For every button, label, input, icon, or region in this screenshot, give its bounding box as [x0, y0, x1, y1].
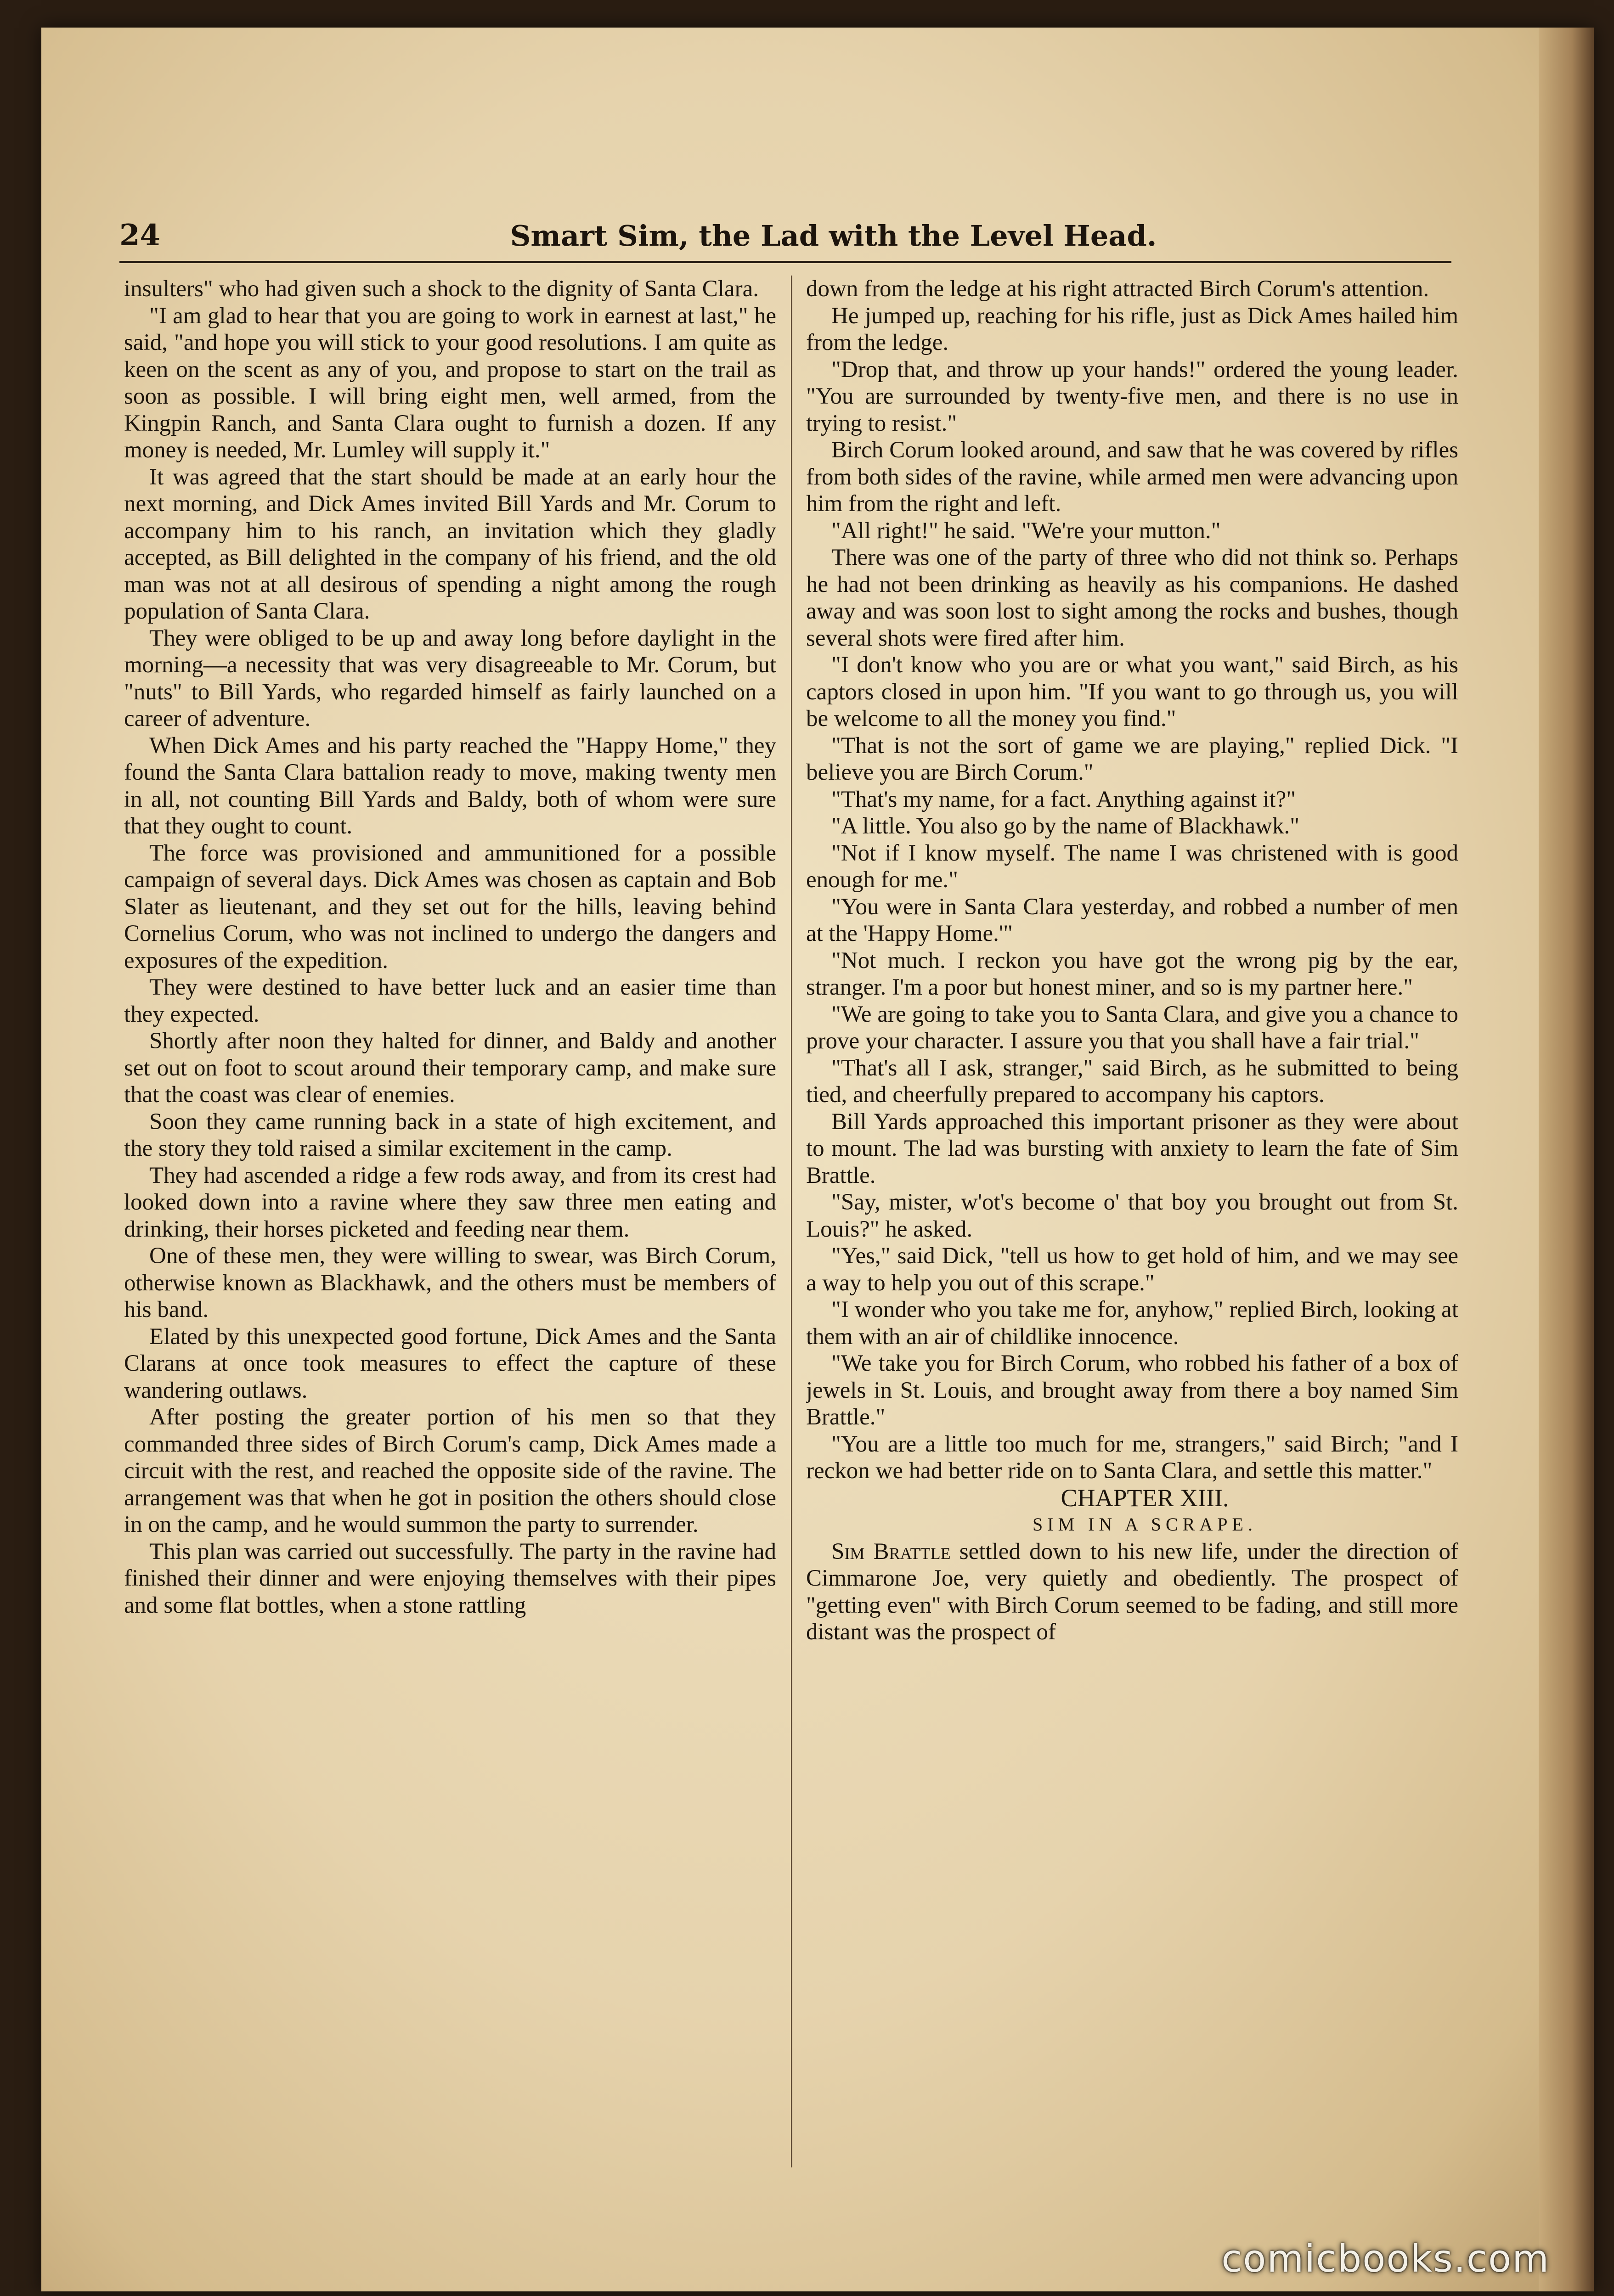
page-edge [1539, 28, 1594, 2291]
paragraph: "You are a little too much for me, strangers," said Birch; "and I reckon we had better ride on to Santa Clara, and settle this matter." [806, 1431, 1458, 1484]
running-title: Smart Sim, the Lad with the Level Head. [510, 219, 1157, 253]
paragraph: Elated by this unexpected good fortune, Dick Ames and the Santa Clarans at once took measures to effect the capture of these wandering outlaws. [124, 1323, 776, 1403]
paragraph: down from the ledge at his right attracted Birch Corum's attention. [806, 276, 1429, 302]
paragraph: "We are going to take you to Santa Clara, and give you a chance to prove your character. I assure you that you shall have a fair trial." [806, 1001, 1458, 1054]
paragraph: "Drop that, and throw up your hands!" ordered the young leader. "You are surrounded by twenty-five men, and there is no use in trying to resist." [806, 356, 1458, 436]
paragraph: "Not much. I reckon you have got the wrong pig by the ear, stranger. I'm a poor but honest miner, and so is my partner here." [806, 947, 1458, 1000]
left-column [124, 276, 776, 2190]
paragraph: "We take you for Birch Corum, who robbed his father of a box of jewels in St. Louis, and brought away from there a boy named Sim Brattle." [806, 1351, 1458, 1430]
paragraph: They had ascended a ridge a few rods away, and from its crest had looked down into a ravine where they saw three men eating and drinking, their horses picketed and feeding near them. [124, 1162, 776, 1242]
header-rule [119, 261, 1451, 263]
chapter-lead-text: settled down to his new life, under the direction of Cimmarone Joe, very quietly and obediently. The prospect of "getting even" with Birch Corum seemed to be fading, and still more distant was the prospect of [806, 1538, 1458, 1645]
paragraph: The force was provisioned and ammunitioned for a possible campaign of several days. Dick Ames was chosen as captain and Bob Slater as lieutenant, and they set out for the hills, leaving behind Cornelius Corum, who was not inclined to undergo the dangers and exposures of the expedition. [124, 840, 776, 974]
paragraph: "All right!" he said. "We're your mutton." [831, 518, 1221, 544]
paragraph: "You were in Santa Clara yesterday, and robbed a number of men at the 'Happy Home.'" [806, 894, 1458, 946]
chapter-opening-paragraph [806, 1538, 1458, 1646]
paragraph: It was agreed that the start should be made at an early hour the next morning, and Dick Ames invited Bill Yards and Mr. Corum to accompany him to his ranch, an invitation which they gladly accepted, as Bill delighted in the company of his friend, and the old man was not at all desirous of spending a night among the rough population of Santa Clara. [124, 464, 776, 624]
paragraph: This plan was carried out successfully. The party in the ravine had finished their dinner and were enjoying themselves with their pipes and some flat bottles, when a stone rattling [124, 1538, 776, 1618]
paragraph: "Not if I know myself. The name I was christened with is good enough for me." [806, 840, 1458, 893]
paragraph: Birch Corum looked around, and saw that he was covered by rifles from both sides of the ravine, while armed men were advancing upon him from the right and left. [806, 437, 1458, 517]
right-column [806, 276, 1458, 2190]
paragraph: There was one of the party of three who did not think so. Perhaps he had not been drinking as heavily as his companions. He dashed away and was soon lost to sight among the rocks and bushes, though several shots were fired after him. [806, 545, 1458, 651]
chapter-subtitle: SIM IN A SCRAPE. [1033, 1514, 1257, 1535]
paragraph: "That's all I ask, stranger," said Birch, as he submitted to being tied, and cheerfully prepared to accompany his captors. [806, 1055, 1458, 1108]
paragraph: "I wonder who you take me for, anyhow," replied Birch, looking at them with an air of childlike innocence. [806, 1297, 1458, 1350]
paragraph: "Yes," said Dick, "tell us how to get hold of him, and we may see a way to help you out of this scrape." [806, 1243, 1458, 1296]
paragraph: "Say, mister, w'ot's become o' that boy you brought out from St. Louis?" he asked. [806, 1189, 1458, 1242]
paragraph: He jumped up, reaching for his rifle, just as Dick Ames hailed him from the ledge. [806, 303, 1458, 355]
chapter-lead-name: Sim Brattle [831, 1538, 951, 1564]
paragraph: insulters" who had given such a shock to the dignity of Santa Clara. [124, 276, 759, 302]
paragraph: After posting the greater portion of his men so that they commanded three sides of Birch Corum's camp, Dick Ames made a circuit with the rest, and reached the opposite side of the ravine. The arrangement was that when he got in position the others should close in on the camp, and he would summon the party to surrender. [124, 1404, 776, 1537]
column-divider [791, 276, 792, 2167]
paragraph: They were destined to have better luck and an easier time than they expected. [124, 974, 776, 1027]
chapter-title: CHAPTER XIII. [1061, 1484, 1229, 1512]
paragraph: Bill Yards approached this important prisoner as they were about to mount. The lad was bursting with anxiety to learn the fate of Sim Brattle. [806, 1109, 1458, 1188]
page-number: 24 [119, 218, 161, 253]
paragraph: They were obliged to be up and away long before daylight in the morning—a necessity that was very disagreeable to Mr. Corum, but "nuts" to Bill Yards, who regarded himself as fairly launched on a career of adventure. [124, 625, 776, 732]
paragraph: When Dick Ames and his party reached the "Happy Home," they found the Santa Clara battalion ready to move, making twenty men in all, not counting Bill Yards and Baldy, both of whom were sure that they ought to count. [124, 732, 776, 839]
paragraph: Soon they came running back in a state of high excitement, and the story they told raised a similar excitement in the camp. [124, 1109, 776, 1161]
watermark: comicbooks.com [1221, 2237, 1550, 2281]
paragraph: "That is not the sort of game we are playing," replied Dick. "I believe you are Birch Corum." [806, 732, 1458, 785]
paragraph: "I am glad to hear that you are going to work in earnest at last," he said, "and hope you will stick to your good resolutions. I am quite as keen on the scent as any of you, and propose to start on the trail as soon as possible. I will bring eight men, well armed, from the Kingpin Ranch, and Santa Clara ought to furnish a dozen. If any money is needed, Mr. Lumley will supply it." [124, 303, 776, 463]
paragraph: Shortly after noon they halted for dinner, and Baldy and another set out on foot to scout around their temporary camp, and make sure that the coast was clear of enemies. [124, 1028, 776, 1108]
paragraph: "A little. You also go by the name of Blackhawk." [831, 813, 1300, 839]
paragraph: "I don't know who you are or what you want," said Birch, as his captors closed in upon him. "If you want to go through us, you will be welcome to all the money you find." [806, 652, 1458, 732]
paragraph: "That's my name, for a fact. Anything against it?" [831, 786, 1296, 812]
page-header [119, 202, 1451, 253]
paragraph: One of these men, they were willing to swear, was Birch Corum, otherwise known as Blackhawk, and the others must be members of his band. [124, 1243, 776, 1322]
